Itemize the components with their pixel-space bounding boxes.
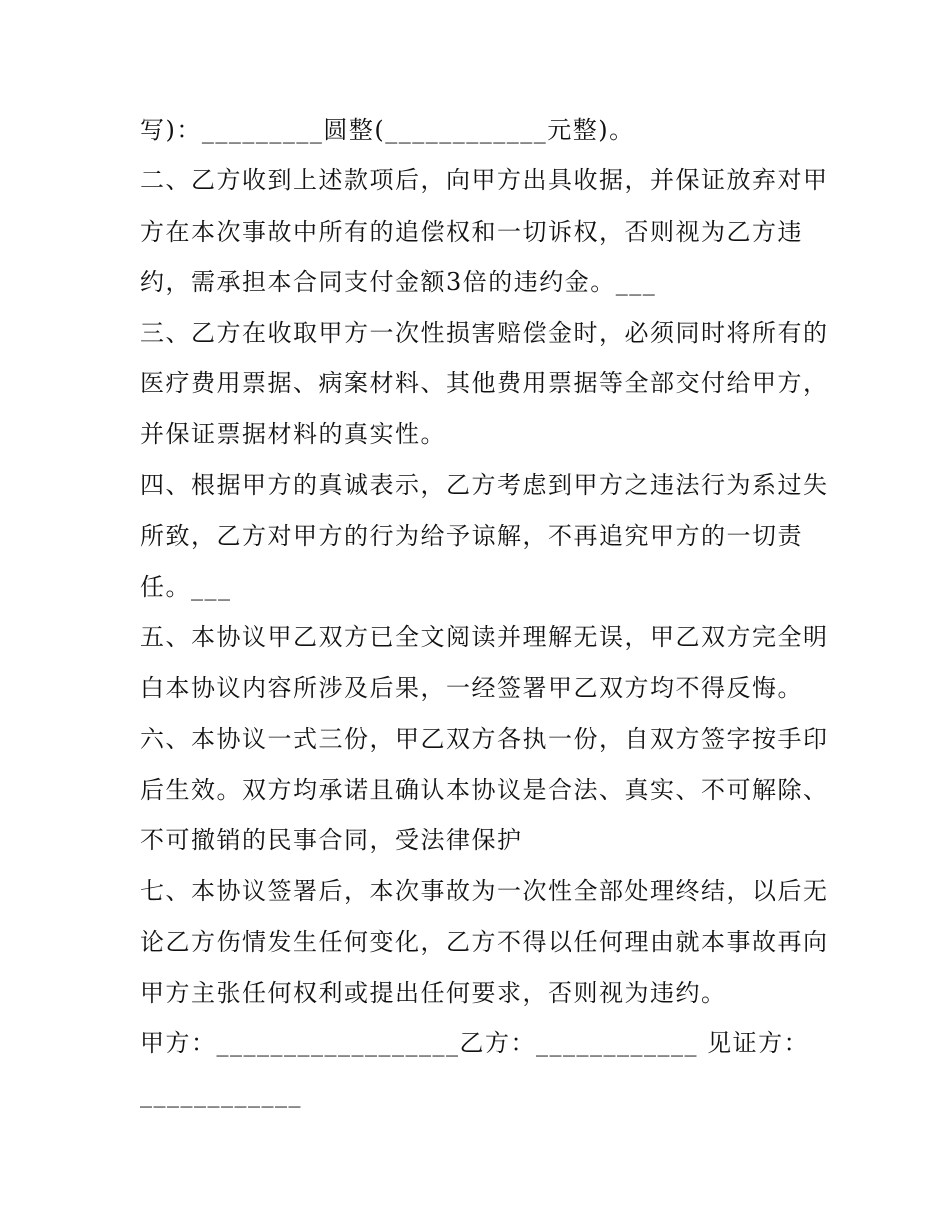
clause-7-line-3: 甲方主张任何权利或提出任何要求，否则视为违约。 (140, 979, 727, 1007)
clause-2-line-2: 方在本次事故中所有的追偿权和一切诉权，否则视为乙方违 (140, 218, 803, 246)
clause-4-line-2: 所致，乙方对甲方的行为给予谅解，不再追究甲方的一切责 (140, 522, 803, 550)
clause-3-line-1: 三、乙方在收取甲方一次性损害赔偿金时，必须同时将所有的 (140, 319, 829, 347)
clause-2-line-1: 二、乙方收到上述款项后，向甲方出具收据，并保证放弃对甲 (140, 166, 829, 194)
clause-6-line-3: 不可撤销的民事合同，受法律保护 (140, 826, 523, 854)
clause-3-line-3: 并保证票据材料的真实性。 (140, 420, 446, 448)
text-line-amount-in-words: 写)：_________圆整(____________元整)。 (140, 116, 635, 144)
clause-2-line-3: 约，需承担本合同支付金额3倍的违约金。___ (140, 268, 657, 296)
clause-4-line-1: 四、根据甲方的真诚表示，乙方考虑到甲方之违法行为系过失 (140, 471, 829, 499)
clause-7-line-2: 论乙方伤情发生任何变化，乙方不得以任何理由就本事故再向 (140, 928, 829, 956)
clause-6-line-1: 六、本协议一式三份，甲乙双方各执一份，自双方签字按手印 (140, 725, 829, 753)
clause-3-line-2: 医疗费用票据、病案材料、其他费用票据等全部交付给甲方， (140, 369, 829, 397)
clause-7-line-1: 七、本协议签署后，本次事故为一次性全部处理终结，以后无 (140, 877, 829, 905)
signature-line-witness-blank: ____________ (140, 1080, 302, 1108)
clause-5-line-1: 五、本协议甲乙双方已全文阅读并理解无误，甲乙双方完全明 (140, 623, 829, 651)
clause-6-line-2: 后生效。双方均承诺且确认本协议是合法、真实、不可解除、 (140, 776, 829, 804)
signature-line-parties: 甲方：__________________乙方：____________ 见证方： (140, 1029, 810, 1057)
clause-5-line-2: 白本协议内容所涉及后果，一经签署甲乙双方均不得反悔。 (140, 674, 803, 702)
clause-4-line-3: 任。___ (140, 573, 232, 601)
